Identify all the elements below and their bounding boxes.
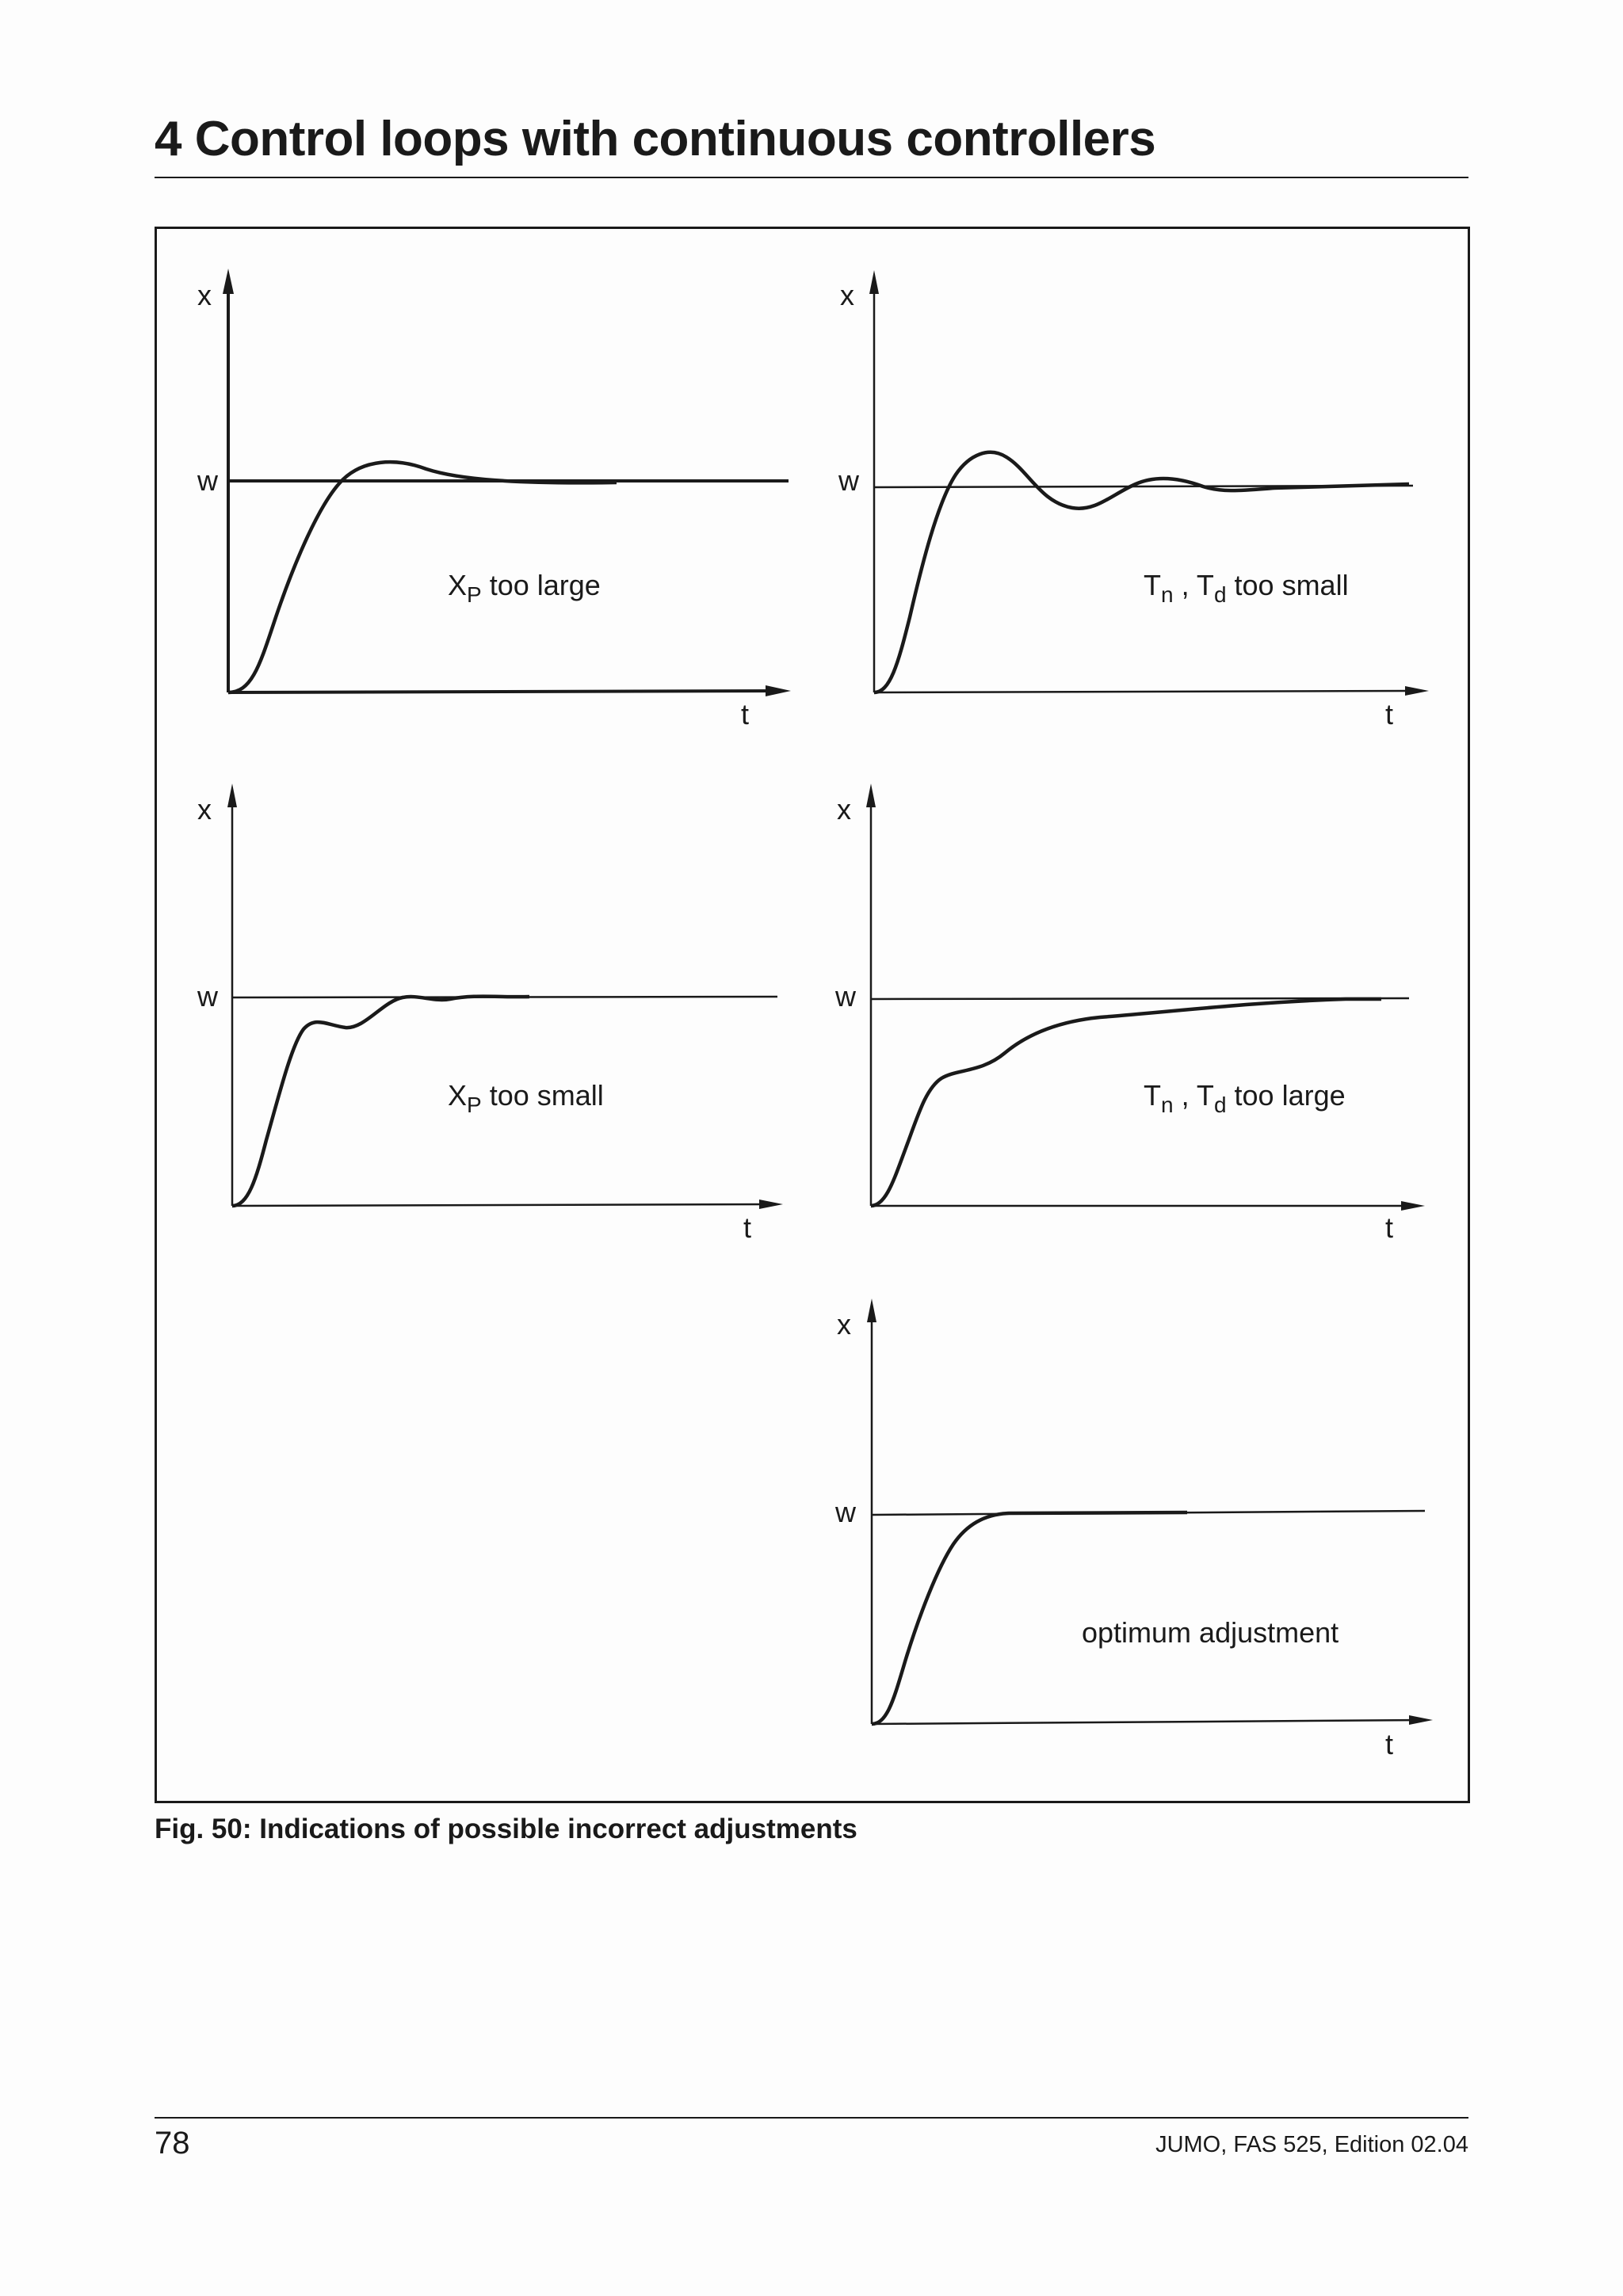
header-rule (155, 177, 1468, 178)
figure-frame (155, 227, 1470, 1803)
annotation-text: , T (1173, 1079, 1214, 1112)
y-axis-label: x (837, 1308, 851, 1341)
annotation-text: , T (1173, 569, 1214, 601)
annotation-text: optimum adjustment (1082, 1616, 1339, 1649)
x-axis-arrowhead (1405, 686, 1429, 696)
annotation-text: X (448, 569, 468, 601)
x-axis-label: t (1385, 1211, 1394, 1244)
footer-publication: JUMO, FAS 525, Edition 02.04 (1155, 2132, 1468, 2157)
panel-annotation (1082, 1616, 1338, 1649)
panel-tn-td-too-large (834, 784, 1425, 1244)
annotation-subscript: n (1161, 1093, 1174, 1117)
panel-tn-td-too-small (838, 270, 1429, 730)
y-axis-arrowhead (867, 1299, 876, 1322)
x-axis-arrowhead (1401, 1201, 1425, 1211)
x-axis (232, 1204, 775, 1206)
x-axis-arrowhead (759, 1199, 783, 1209)
y-axis-label: x (197, 279, 212, 311)
y-axis-label: x (197, 793, 212, 826)
x-axis-label: t (743, 1211, 752, 1244)
page-title: 4 Control loops with continuous controllers (155, 112, 1156, 166)
annotation-text: too large (1226, 1079, 1346, 1112)
setpoint-label: w (838, 464, 859, 497)
annotation-subscript: d (1213, 582, 1227, 607)
setpoint-label: w (197, 980, 218, 1013)
y-axis-arrowhead (223, 269, 234, 294)
x-axis (228, 691, 783, 692)
y-axis-arrowhead (227, 784, 237, 807)
annotation-subscript: P (467, 1093, 482, 1117)
x-axis-label: t (1385, 1728, 1394, 1760)
panel-annotation (448, 569, 601, 607)
y-axis-arrowhead (866, 784, 876, 807)
annotation-subscript: P (467, 582, 482, 607)
annotation-subscript: n (1161, 582, 1174, 607)
y-axis-label: x (840, 279, 854, 311)
annotation-text: too large (481, 569, 601, 601)
x-axis-arrowhead (1409, 1715, 1433, 1725)
annotation-text: T (1144, 569, 1161, 601)
panel-optimum-adjustment (834, 1299, 1433, 1760)
annotation-text: too small (1226, 569, 1349, 601)
annotation-text: too small (481, 1079, 604, 1112)
annotation-subscript: d (1213, 1093, 1227, 1117)
annotation-text: T (1144, 1079, 1161, 1112)
y-axis-label: x (837, 793, 851, 826)
panel-annotation (1144, 1079, 1346, 1117)
figure-caption: Fig. 50: Indications of possible incorrect adjustments (155, 1814, 857, 1844)
figure-drawing (157, 229, 1468, 1801)
setpoint-label: w (835, 1496, 856, 1528)
x-axis-label: t (741, 698, 750, 730)
panel-annotation (1144, 569, 1349, 607)
x-axis-arrowhead (766, 685, 791, 696)
panel-xp-too-large (197, 269, 791, 730)
annotation-text: X (448, 1079, 468, 1112)
footer-rule (155, 2117, 1468, 2119)
panel-xp-too-small (197, 784, 783, 1244)
setpoint-label: w (835, 980, 856, 1013)
page-number: 78 (155, 2126, 190, 2161)
x-axis (874, 691, 1421, 692)
x-axis-label: t (1385, 698, 1394, 730)
x-axis (872, 1720, 1425, 1724)
y-axis-arrowhead (869, 270, 879, 294)
panel-annotation (448, 1079, 604, 1117)
setpoint-label: w (197, 464, 218, 497)
